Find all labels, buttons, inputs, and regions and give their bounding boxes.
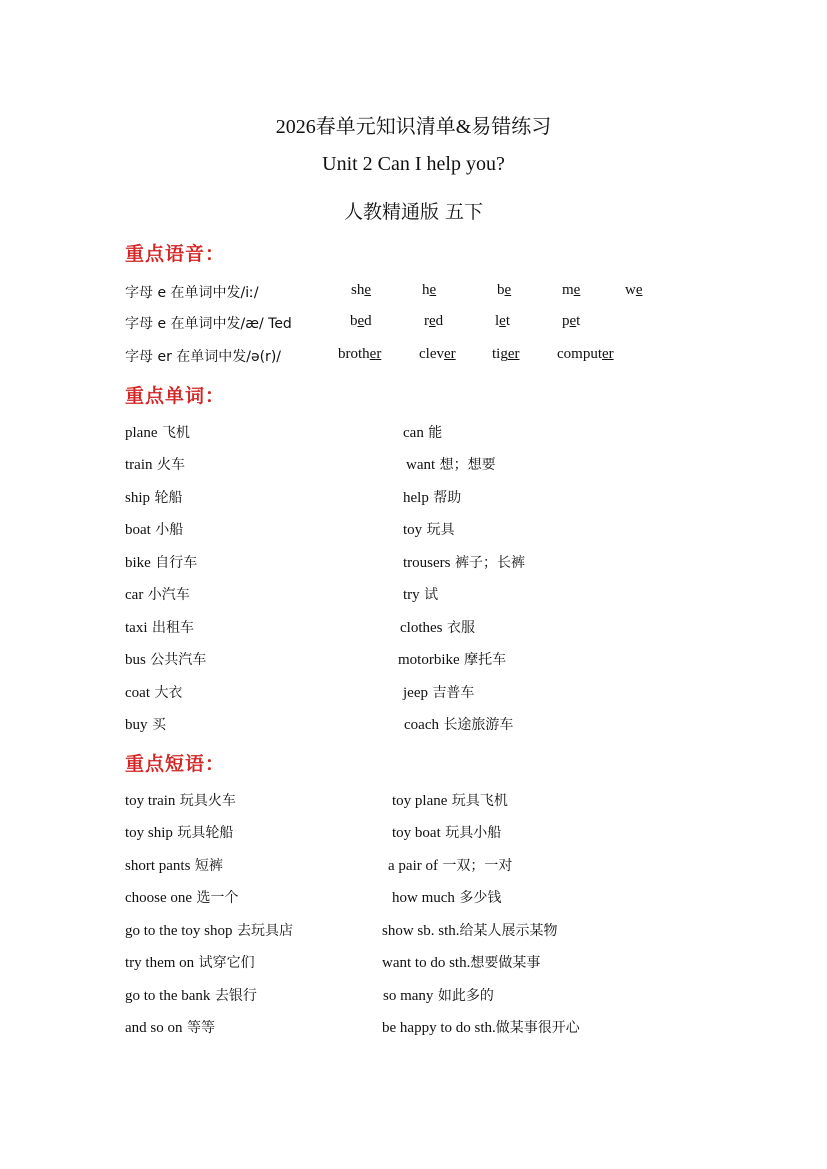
word-item: ship 轮船 xyxy=(125,490,183,506)
phrase-item: choose one 选一个 xyxy=(125,890,239,906)
word-item: coach 长途旅游车 xyxy=(404,717,514,733)
word-item: jeep 吉普车 xyxy=(403,685,475,701)
unit-title: Unit 2 Can I help you? xyxy=(322,153,505,175)
phonics-example: clever xyxy=(419,346,456,362)
word-item: try 试 xyxy=(403,587,439,603)
word-item: train 火车 xyxy=(125,457,185,473)
phrase-item: be happy to do sth.做某事很开心 xyxy=(382,1020,580,1036)
edition-title: 人教精通版 五下 xyxy=(343,201,484,223)
word-item: plane 飞机 xyxy=(125,425,190,441)
word-item: taxi 出租车 xyxy=(125,620,194,636)
phonics-example: let xyxy=(495,313,511,329)
phrase-item: toy ship 玩具轮船 xyxy=(125,825,234,841)
phonics-example: red xyxy=(424,313,444,329)
phrase-item: short pants 短裤 xyxy=(125,858,223,874)
word-item: toy 玩具 xyxy=(403,522,455,538)
phrase-item: go to the toy shop 去玩具店 xyxy=(125,923,293,939)
phrase-item: a pair of 一双；一对 xyxy=(388,858,513,874)
phonics-label: 字母 e 在单词中发/iː/ xyxy=(125,285,259,301)
phonics-example: tiger xyxy=(492,346,520,362)
phonics-example: she xyxy=(351,282,372,298)
phonics-example: computer xyxy=(557,346,614,362)
word-item: bike 自行车 xyxy=(125,555,198,571)
phonics-label: 字母 e 在单词中发/æ/ Ted xyxy=(125,316,292,332)
word-item: clothes 衣服 xyxy=(400,620,475,636)
phrase-item: and so on 等等 xyxy=(125,1020,215,1036)
word-item: buy 买 xyxy=(125,717,166,733)
phonics-example: be xyxy=(497,282,512,298)
phrase-item: how much 多少钱 xyxy=(392,890,502,906)
word-item: help 帮助 xyxy=(403,490,462,506)
phonics-example: brother xyxy=(338,346,382,362)
phonics-example: pet xyxy=(562,313,581,329)
section-heading-words: 重点单词： xyxy=(125,385,226,407)
phonics-example: we xyxy=(625,282,643,298)
phrase-item: go to the bank 去银行 xyxy=(125,988,257,1004)
phrase-item: want to do sth.想要做某事 xyxy=(382,955,541,971)
word-item: trousers 裤子；长裤 xyxy=(403,555,525,571)
word-item: motorbike 摩托车 xyxy=(398,652,507,668)
phrase-item: so many 如此多的 xyxy=(383,988,494,1004)
word-item: want 想；想要 xyxy=(406,457,496,473)
phrase-item: toy plane 玩具飞机 xyxy=(392,793,508,809)
phrase-item: try them on 试穿它们 xyxy=(125,955,255,971)
phrase-item: show sb. sth.给某人展示某物 xyxy=(382,923,558,939)
phrase-item: toy boat 玩具小船 xyxy=(392,825,502,841)
phrase-item: toy train 玩具火车 xyxy=(125,793,236,809)
phonics-example: he xyxy=(422,282,437,298)
phonics-example: me xyxy=(562,282,581,298)
section-heading-phrases: 重点短语： xyxy=(125,753,226,775)
document-title: 2026春单元知识清单&易错练习 xyxy=(275,116,552,138)
phonics-example: bed xyxy=(350,313,372,329)
word-item: car 小汽车 xyxy=(125,587,190,603)
section-heading-phonics: 重点语音： xyxy=(125,243,226,265)
word-item: bus 公共汽车 xyxy=(125,652,207,668)
word-item: boat 小船 xyxy=(125,522,184,538)
word-item: coat 大衣 xyxy=(125,685,183,701)
word-item: can 能 xyxy=(403,425,443,441)
phonics-label: 字母 er 在单词中发/ə(r)/ xyxy=(125,349,281,365)
